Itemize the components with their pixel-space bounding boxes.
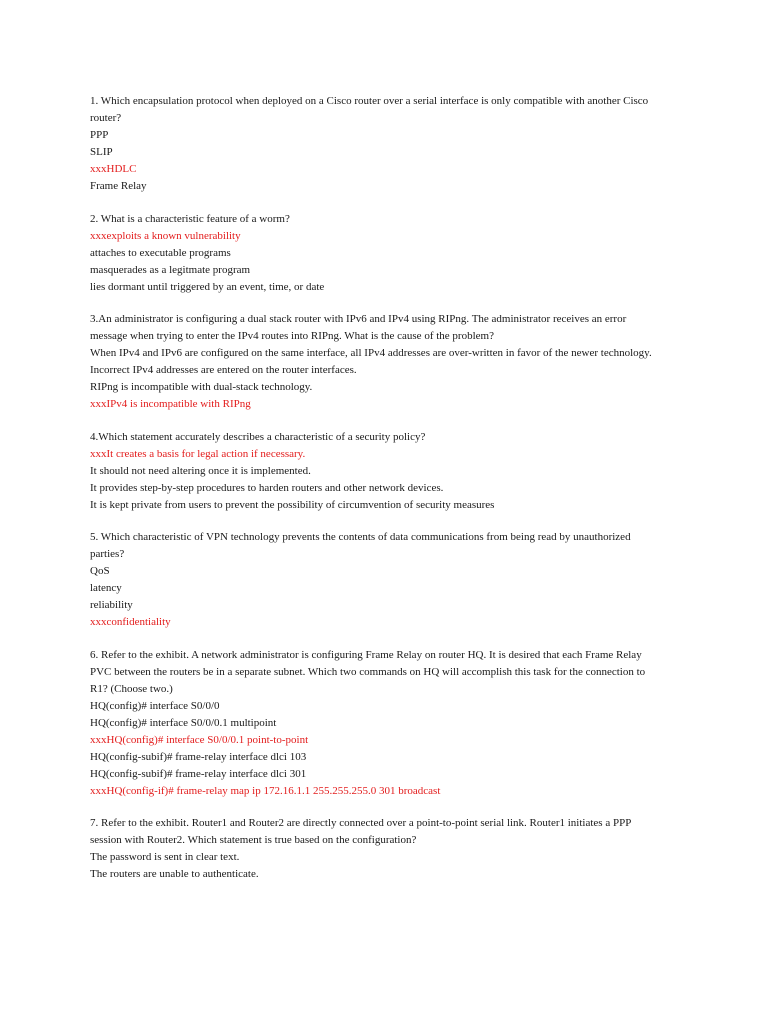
question-text: session with Router2. Which statement is true based on the configuration? — [90, 834, 417, 846]
answer-option: latency — [90, 582, 122, 594]
question-7 — [90, 815, 690, 883]
question-3 — [90, 311, 690, 413]
correct-answer: xxxexploits a known vulnerability — [90, 229, 241, 242]
answer-option: attaches to executable programs — [90, 246, 231, 259]
question-text: R1? (Choose two.) — [90, 682, 173, 695]
document-page — [90, 93, 690, 899]
correct-answer: xxxHQ(config-if)# frame-relay map ip 172.16.1.1 255.255.255.0 301 broadcast — [90, 784, 441, 797]
question-text: 4.Which statement accurately describes a characteristic of a security policy? — [90, 430, 426, 443]
answer-option: lies dormant until triggered by an event, time, or date — [90, 280, 325, 293]
question-text: parties? — [90, 548, 125, 560]
answer-option: RIPng is incompatible with dual-stack technology. — [90, 381, 313, 393]
question-text: 3.An administrator is configuring a dual stack router with IPv6 and IPv4 using RIPng. The administrator receives an error — [90, 313, 627, 325]
answer-option: masquerades as a legitmate program — [90, 263, 251, 276]
question-5 — [90, 529, 690, 631]
question-text: router? — [90, 112, 122, 124]
correct-answer: xxxHDLC — [90, 163, 137, 175]
question-text: 7. Refer to the exhibit. Router1 and Router2 are directly connected over a point-to-point serial link. Router1 initiates a PPP — [90, 817, 632, 829]
correct-answer: xxxIt creates a basis for legal action if necessary. — [90, 447, 306, 460]
answer-option: HQ(config-subif)# frame-relay interface dlci 103 — [90, 750, 307, 763]
question-text: 1. Which encapsulation protocol when deployed on a Cisco router over a serial interface is only compatible with another Cisco — [90, 95, 649, 107]
answer-option: Frame Relay — [90, 180, 147, 192]
question-4 — [90, 429, 690, 514]
answer-option: QoS — [90, 565, 110, 577]
question-1 — [90, 93, 690, 195]
question-text: message when trying to enter the IPv4 routes into RIPng. What is the cause of the problem? — [90, 330, 494, 342]
question-text: PVC between the routers be in a separate subnet. Which two commands on HQ will accomplish this task for the connection to — [90, 665, 646, 678]
answer-option: SLIP — [90, 146, 113, 158]
question-text: 5. Which characteristic of VPN technology prevents the contents of data communications from being read by unauthorized — [90, 531, 631, 543]
answer-option: It should not need altering once it is implemented. — [90, 464, 311, 477]
correct-answer: xxxHQ(config)# interface S0/0/0.1 point-to-point — [90, 733, 309, 746]
answer-option: PPP — [90, 129, 109, 141]
question-2 — [90, 211, 690, 296]
answer-option: When IPv4 and IPv6 are configured on the same interface, all IPv4 addresses are over-written in favor of the newer technology. — [90, 347, 652, 359]
answer-option: HQ(config)# interface S0/0/0 — [90, 699, 220, 712]
correct-answer: xxxconfidentiality — [90, 616, 171, 628]
answer-option: The routers are unable to authenticate. — [90, 868, 259, 880]
answer-option: HQ(config-subif)# frame-relay interface dlci 301 — [90, 767, 307, 780]
answer-option: HQ(config)# interface S0/0/0.1 multipoint — [90, 716, 277, 729]
answer-option: reliability — [90, 599, 133, 611]
answer-option: It is kept private from users to prevent the possibility of circumvention of security measures — [90, 498, 495, 511]
answer-option: It provides step-by-step procedures to harden routers and other network devices. — [90, 481, 444, 494]
answer-option: The password is sent in clear text. — [90, 851, 240, 863]
question-text: 6. Refer to the exhibit. A network administrator is configuring Frame Relay on router HQ. It is desired that each Frame Relay — [90, 648, 642, 661]
question-6 — [90, 647, 690, 800]
answer-option: Incorrect IPv4 addresses are entered on the router interfaces. — [90, 364, 357, 376]
correct-answer: xxxIPv4 is incompatible with RIPng — [90, 398, 251, 410]
question-text: 2. What is a characteristic feature of a worm? — [90, 212, 290, 225]
